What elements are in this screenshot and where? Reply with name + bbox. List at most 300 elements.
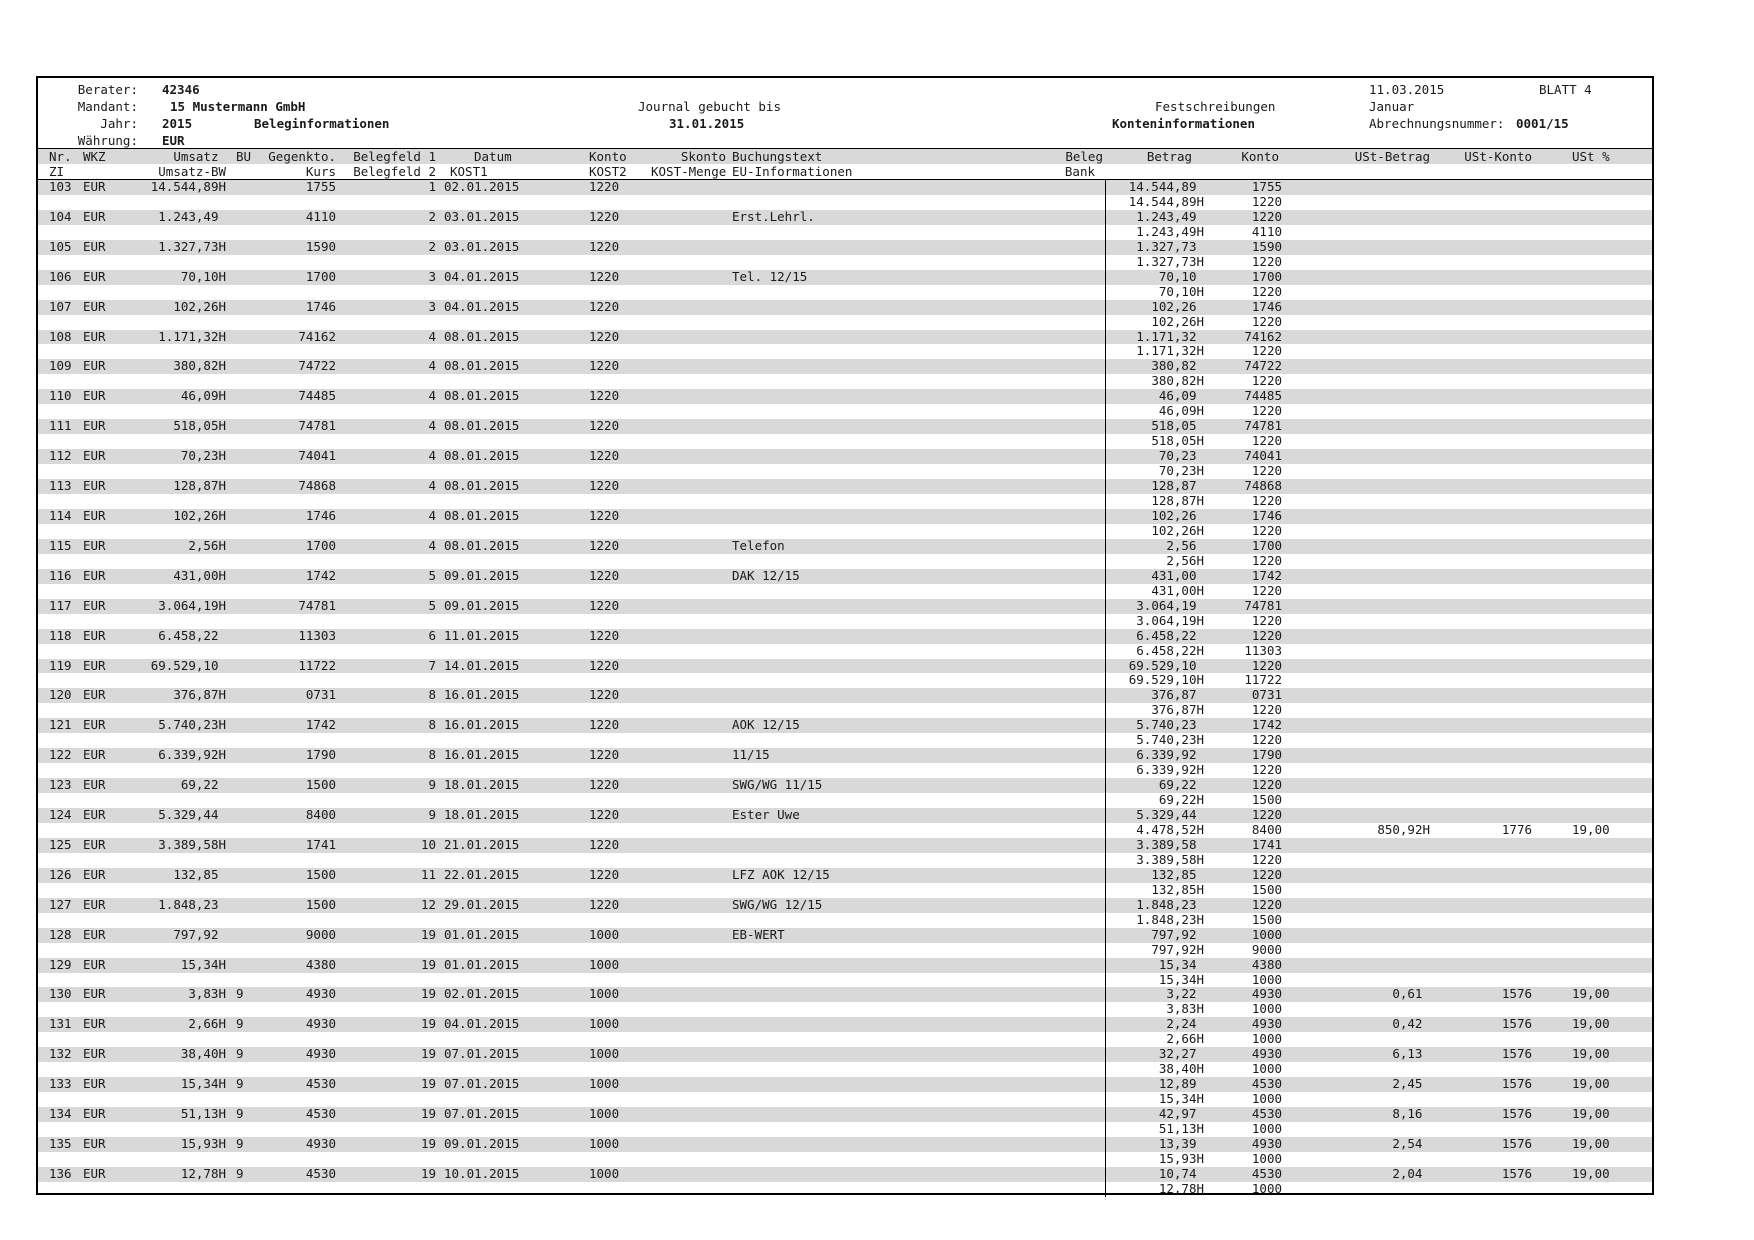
cell-nr	[38, 464, 80, 479]
cell-datum: 04.01.2015	[436, 300, 561, 315]
cell-belegfeld1	[336, 225, 436, 240]
cell-umsatz	[116, 1152, 226, 1167]
cell-skonto	[651, 389, 726, 404]
journal-row-line1	[38, 1107, 1652, 1122]
journal-row-line1	[38, 1167, 1652, 1182]
cell-konto2: 1746	[1222, 300, 1317, 315]
cell-buchungstext	[726, 1047, 987, 1062]
cell-ust-pct	[1542, 659, 1652, 674]
cell-skonto	[651, 315, 726, 330]
cell-datum: 11.01.2015	[436, 629, 561, 644]
cell-beleg	[987, 1032, 1105, 1047]
cell-ust-betrag	[1317, 344, 1442, 359]
cell-beleg	[987, 180, 1105, 195]
cell-konto2: 1220	[1222, 778, 1317, 793]
journal-row-line1	[38, 898, 1652, 913]
cell-ust-konto: 1576	[1442, 1077, 1542, 1092]
col-konto: Konto	[561, 149, 651, 165]
cell-betrag: 380,82H	[1105, 374, 1222, 389]
cell-betrag: 431,00	[1105, 569, 1222, 584]
cell-ust-konto	[1442, 285, 1542, 300]
cell-konto: 1220	[561, 569, 651, 584]
journal-row-line1	[38, 958, 1652, 973]
cell-konto	[561, 225, 651, 240]
cell-nr: 124	[38, 808, 80, 823]
cell-beleg	[987, 883, 1105, 898]
cell-datum	[436, 913, 561, 928]
cell-ust-konto	[1442, 300, 1542, 315]
journal-row-line1	[38, 718, 1652, 733]
cell-skonto	[651, 1017, 726, 1032]
cell-umsatz: 3,83H	[116, 987, 226, 1002]
cell-betrag: 42,97	[1105, 1107, 1222, 1122]
cell-betrag: 70,10H	[1105, 285, 1222, 300]
cell-ust-pct	[1542, 1152, 1652, 1167]
cell-ust-konto	[1442, 1002, 1542, 1017]
cell-gegenkto: 1742	[256, 718, 336, 733]
cell-ust-konto	[1442, 569, 1542, 584]
cell-wkz	[80, 195, 116, 210]
cell-wkz: EUR	[80, 599, 116, 614]
cell-buchungstext	[726, 793, 987, 808]
cell-skonto	[651, 883, 726, 898]
cell-gegenkto: 74868	[256, 479, 336, 494]
cell-konto	[561, 1182, 651, 1197]
waehrung-label: Währung:	[77, 133, 138, 148]
cell-umsatz: 51,13H	[116, 1107, 226, 1122]
cell-nr: 130	[38, 987, 80, 1002]
cell-konto2: 74041	[1222, 449, 1317, 464]
cell-bu	[226, 1152, 256, 1167]
cell-konto2: 1000	[1251, 972, 1282, 987]
cell-beleg	[987, 374, 1105, 389]
cell-ust-konto: 1576	[1442, 987, 1542, 1002]
cell-gegenkto	[256, 195, 336, 210]
cell-datum: 08.01.2015	[436, 330, 561, 345]
journal-row-line1	[38, 1047, 1652, 1062]
cell-betrag: 132,85H	[1105, 883, 1222, 898]
cell-skonto	[651, 853, 726, 868]
cell-belegfeld1	[336, 733, 436, 748]
cell-ust-konto	[1442, 539, 1542, 554]
cell-buchungstext	[726, 883, 987, 898]
cell-bu	[226, 1092, 256, 1107]
cell-umsatz: 132,85	[116, 868, 226, 883]
cell-datum	[436, 793, 561, 808]
cell-datum: 07.01.2015	[436, 1077, 561, 1092]
cell-konto: 1220	[561, 210, 651, 225]
cell-bu	[226, 374, 256, 389]
cell-belegfeld1: 5	[336, 569, 436, 584]
cell-bu	[226, 1182, 256, 1197]
cell-belegfeld1: 19	[336, 958, 436, 973]
col-betrag: Betrag	[1105, 149, 1222, 165]
berater-value: 42346	[162, 82, 200, 97]
cell-gegenkto: 9000	[256, 928, 336, 943]
cell-gegenkto	[256, 853, 336, 868]
journal-row-line2	[38, 614, 1652, 629]
cell-bu	[226, 1032, 256, 1047]
cell-wkz	[80, 255, 116, 270]
cell-wkz: EUR	[80, 180, 116, 195]
cell-belegfeld1: 19	[336, 1167, 436, 1182]
cell-ust-konto	[1442, 853, 1542, 868]
cell-bu	[226, 240, 256, 255]
cell-umsatz	[116, 404, 226, 419]
cell-skonto	[651, 509, 726, 524]
cell-skonto	[651, 285, 726, 300]
cell-ust-pct	[1542, 240, 1652, 255]
cell-belegfeld1: 19	[336, 1017, 436, 1032]
cell-skonto	[651, 688, 726, 703]
cell-konto2: 1220	[1222, 210, 1317, 225]
cell-belegfeld1	[336, 1002, 436, 1017]
cell-ust-pct	[1542, 1002, 1652, 1017]
cell-nr: 135	[38, 1137, 80, 1152]
cell-wkz: EUR	[80, 240, 116, 255]
cell-gegenkto	[256, 1152, 336, 1167]
cell-datum: 22.01.2015	[436, 868, 561, 883]
col-buchungstext: Buchungstext	[726, 149, 987, 165]
cell-bu	[226, 913, 256, 928]
cell-bu	[226, 823, 256, 838]
cell-bu	[226, 659, 256, 674]
cell-belegfeld1: 19	[336, 1047, 436, 1062]
cell-ust-betrag: 8,16	[1317, 1107, 1442, 1122]
cell-betrag: 5.740,23	[1105, 718, 1222, 733]
journal-row-line2	[38, 883, 1652, 898]
cell-ust-pct	[1542, 210, 1652, 225]
cell-buchungstext	[726, 1062, 987, 1077]
cell-bu	[226, 973, 256, 988]
cell-datum: 08.01.2015	[436, 509, 561, 524]
cell-nr: 117	[38, 599, 80, 614]
cell-ust-konto	[1442, 330, 1542, 345]
cell-wkz: EUR	[80, 987, 116, 1002]
cell-skonto	[651, 958, 726, 973]
cell-belegfeld1: 5	[336, 599, 436, 614]
cell-bu	[226, 464, 256, 479]
cell-belegfeld1	[336, 1182, 436, 1197]
cell-bu	[226, 793, 256, 808]
cell-konto2: 4380	[1222, 958, 1317, 973]
cell-konto	[561, 973, 651, 988]
cell-ust-konto	[1442, 1122, 1542, 1137]
cell-buchungstext: Tel. 12/15	[726, 270, 987, 285]
cell-wkz	[80, 554, 116, 569]
cell-gegenkto: 4930	[256, 987, 336, 1002]
cell-gegenkto: 4380	[256, 958, 336, 973]
cell-buchungstext	[726, 494, 987, 509]
cell-belegfeld1	[336, 464, 436, 479]
cell-beleg	[987, 853, 1105, 868]
cell-wkz	[80, 973, 116, 988]
cell-wkz: EUR	[80, 688, 116, 703]
cell-umsatz	[116, 793, 226, 808]
cell-datum	[436, 883, 561, 898]
cell-ust-pct	[1542, 509, 1652, 524]
cell-umsatz	[116, 315, 226, 330]
cell-skonto	[651, 1107, 726, 1122]
cell-ust-betrag	[1317, 599, 1442, 614]
cell-gegenkto: 1746	[256, 300, 336, 315]
cell-umsatz	[116, 554, 226, 569]
cell-bu	[226, 928, 256, 943]
cell-beleg	[987, 524, 1105, 539]
journal-row-line1	[38, 539, 1652, 554]
cell-skonto	[651, 1152, 726, 1167]
journal-row-line2	[38, 1122, 1652, 1137]
cell-nr: 136	[38, 1167, 80, 1182]
col-umsatz: Umsatz	[116, 149, 226, 165]
cell-ust-pct: 19,00	[1542, 1017, 1652, 1032]
cell-nr	[38, 823, 80, 838]
cell-datum: 02.01.2015	[436, 180, 561, 195]
cell-umsatz: 70,10H	[116, 270, 226, 285]
cell-ust-pct	[1542, 494, 1652, 509]
cell-datum	[436, 344, 561, 359]
cell-betrag: 1.171,32	[1105, 330, 1222, 345]
cell-skonto	[651, 330, 726, 345]
cell-wkz	[80, 793, 116, 808]
cell-belegfeld1	[336, 404, 436, 419]
col-empty-1	[80, 164, 116, 180]
cell-belegfeld1	[336, 793, 436, 808]
cell-beleg	[987, 389, 1105, 404]
cell-konto: 1220	[561, 688, 651, 703]
cell-buchungstext	[726, 464, 987, 479]
cell-buchungstext	[726, 479, 987, 494]
cell-skonto	[651, 240, 726, 255]
cell-buchungstext	[726, 344, 987, 359]
cell-konto	[561, 1062, 651, 1077]
cell-nr: 114	[38, 509, 80, 524]
cell-umsatz: 3.064,19H	[116, 599, 226, 614]
cell-skonto	[651, 1167, 726, 1182]
cell-bu	[226, 524, 256, 539]
journal-row-line1	[38, 449, 1652, 464]
cell-ust-pct	[1542, 853, 1652, 868]
cell-ust-pct	[1542, 434, 1652, 449]
cell-gegenkto: 0731	[256, 688, 336, 703]
cell-beleg	[987, 285, 1105, 300]
cell-skonto	[651, 374, 726, 389]
cell-datum	[436, 464, 561, 479]
cell-konto2: 1755	[1222, 180, 1317, 195]
abrechnungsnummer-value: 0001/15	[1516, 116, 1569, 131]
cell-ust-pct	[1542, 180, 1652, 195]
cell-ust-betrag	[1317, 524, 1442, 539]
cell-belegfeld1: 4	[336, 449, 436, 464]
cell-umsatz: 5.329,44	[116, 808, 226, 823]
journal-row-line1	[38, 838, 1652, 853]
cell-wkz: EUR	[80, 838, 116, 853]
cell-buchungstext	[726, 195, 987, 210]
cell-konto2: 74781	[1222, 419, 1317, 434]
berater-label: Berater:	[77, 82, 138, 97]
cell-wkz	[80, 494, 116, 509]
cell-konto	[561, 853, 651, 868]
cell-belegfeld1: 4	[336, 359, 436, 374]
cell-skonto	[651, 180, 726, 195]
cell-nr	[38, 763, 80, 778]
cell-beleg	[987, 554, 1105, 569]
cell-betrag: 2,66H	[1105, 1032, 1222, 1047]
cell-umsatz: 376,87H	[116, 688, 226, 703]
cell-bu	[226, 748, 256, 763]
cell-betrag: 1.848,23	[1105, 898, 1222, 913]
cell-umsatz: 6.458,22	[116, 629, 226, 644]
cell-datum: 08.01.2015	[436, 479, 561, 494]
cell-buchungstext	[726, 180, 987, 195]
cell-gegenkto	[256, 255, 336, 270]
cell-ust-konto	[1442, 644, 1542, 659]
cell-belegfeld1: 9	[336, 808, 436, 823]
cell-ust-pct	[1542, 285, 1652, 300]
cell-belegfeld1: 19	[336, 1107, 436, 1122]
cell-beleg	[987, 718, 1105, 733]
cell-ust-betrag	[1317, 629, 1442, 644]
cell-skonto	[651, 569, 726, 584]
cell-umsatz: 102,26H	[116, 300, 226, 315]
cell-konto2: 1742	[1222, 569, 1317, 584]
cell-konto	[561, 823, 651, 838]
journal-row-line2	[38, 973, 1652, 988]
journal-row-line2	[38, 195, 1652, 210]
cell-betrag: 12,89	[1105, 1077, 1222, 1092]
cell-datum	[436, 733, 561, 748]
cell-ust-betrag	[1317, 763, 1442, 778]
cell-gegenkto: 8400	[256, 808, 336, 823]
cell-gegenkto	[256, 1062, 336, 1077]
cell-bu	[226, 1122, 256, 1137]
cell-ust-pct	[1542, 763, 1652, 778]
cell-konto: 1220	[561, 419, 651, 434]
cell-bu	[226, 808, 256, 823]
cell-belegfeld1	[336, 524, 436, 539]
cell-konto: 1000	[561, 1167, 651, 1182]
cell-buchungstext	[726, 987, 987, 1002]
cell-datum	[436, 315, 561, 330]
journal-row-line2	[38, 853, 1652, 868]
cell-gegenkto: 1700	[256, 539, 336, 554]
col-empty-7	[1542, 164, 1652, 180]
cell-konto	[561, 464, 651, 479]
abrechnungsnummer-label: Abrechnungsnummer:	[1369, 116, 1505, 131]
cell-betrag: 6.339,92	[1105, 748, 1222, 763]
journal-row-line2	[38, 793, 1652, 808]
cell-ust-betrag	[1317, 1002, 1442, 1017]
cell-datum	[436, 195, 561, 210]
cell-nr: 119	[38, 659, 80, 674]
cell-datum	[436, 1152, 561, 1167]
cell-gegenkto	[256, 464, 336, 479]
journal-row-line1	[38, 389, 1652, 404]
cell-nr: 115	[38, 539, 80, 554]
cell-konto: 1220	[561, 509, 651, 524]
cell-nr: 112	[38, 449, 80, 464]
cell-wkz	[80, 524, 116, 539]
cell-skonto	[651, 644, 726, 659]
cell-belegfeld1: 3	[336, 300, 436, 315]
cell-nr: 108	[38, 330, 80, 345]
col-kost2: KOST2	[561, 164, 651, 180]
cell-bu: 9	[226, 1107, 256, 1122]
cell-umsatz: 15,34H	[116, 1077, 226, 1092]
cell-konto2: 1746	[1222, 509, 1317, 524]
cell-wkz	[80, 853, 116, 868]
cell-belegfeld1	[336, 703, 436, 718]
journal-row-line2	[38, 225, 1652, 240]
cell-konto2: 1220	[1251, 613, 1282, 628]
cell-ust-betrag	[1317, 703, 1442, 718]
cell-konto	[561, 404, 651, 419]
mandant-value: 15 Mustermann GmbH	[170, 99, 306, 114]
cell-skonto	[651, 659, 726, 674]
cell-bu	[226, 389, 256, 404]
cell-ust-pct: 19,00	[1542, 1137, 1652, 1152]
cell-datum	[436, 524, 561, 539]
cell-gegenkto	[256, 883, 336, 898]
jahr-value: 2015	[162, 116, 193, 131]
cell-nr: 122	[38, 748, 80, 763]
cell-buchungstext	[726, 1167, 987, 1182]
cell-belegfeld1: 4	[336, 509, 436, 524]
cell-umsatz: 69,22	[116, 778, 226, 793]
cell-skonto	[651, 1032, 726, 1047]
cell-nr: 110	[38, 389, 80, 404]
cell-bu	[226, 225, 256, 240]
cell-datum	[436, 973, 561, 988]
cell-buchungstext	[726, 644, 987, 659]
cell-bu	[226, 539, 256, 554]
cell-betrag: 102,26	[1105, 509, 1222, 524]
cell-umsatz: 5.740,23H	[116, 718, 226, 733]
cell-buchungstext	[726, 733, 987, 748]
cell-bu	[226, 673, 256, 688]
cell-nr	[38, 943, 80, 958]
cell-nr: 116	[38, 569, 80, 584]
cell-ust-pct	[1542, 943, 1652, 958]
cell-betrag: 3.389,58	[1105, 838, 1222, 853]
cell-ust-betrag	[1317, 225, 1442, 240]
cell-skonto	[651, 898, 726, 913]
col-gegenkto: Gegenkto.	[256, 149, 336, 165]
cell-belegfeld1	[336, 285, 436, 300]
cell-ust-betrag: 2,45	[1317, 1077, 1442, 1092]
cell-ust-pct	[1542, 330, 1652, 345]
journal-row-line2	[38, 943, 1652, 958]
cell-ust-konto	[1442, 359, 1542, 374]
cell-belegfeld1: 19	[336, 1137, 436, 1152]
cell-konto: 1000	[561, 1017, 651, 1032]
cell-ust-konto	[1442, 599, 1542, 614]
cell-ust-konto	[1442, 763, 1542, 778]
cell-buchungstext	[726, 449, 987, 464]
cell-konto2: 1220	[1251, 553, 1282, 568]
cell-wkz: EUR	[80, 748, 116, 763]
cell-wkz	[80, 673, 116, 688]
cell-nr: 111	[38, 419, 80, 434]
cell-betrag: 4.478,52H	[1105, 823, 1222, 838]
cell-skonto	[651, 300, 726, 315]
cell-datum	[436, 763, 561, 778]
cell-bu: 9	[226, 1167, 256, 1182]
cell-beleg	[987, 270, 1105, 285]
cell-ust-betrag	[1317, 180, 1442, 195]
cell-gegenkto: 4930	[256, 1017, 336, 1032]
cell-betrag: 102,26H	[1105, 315, 1222, 330]
